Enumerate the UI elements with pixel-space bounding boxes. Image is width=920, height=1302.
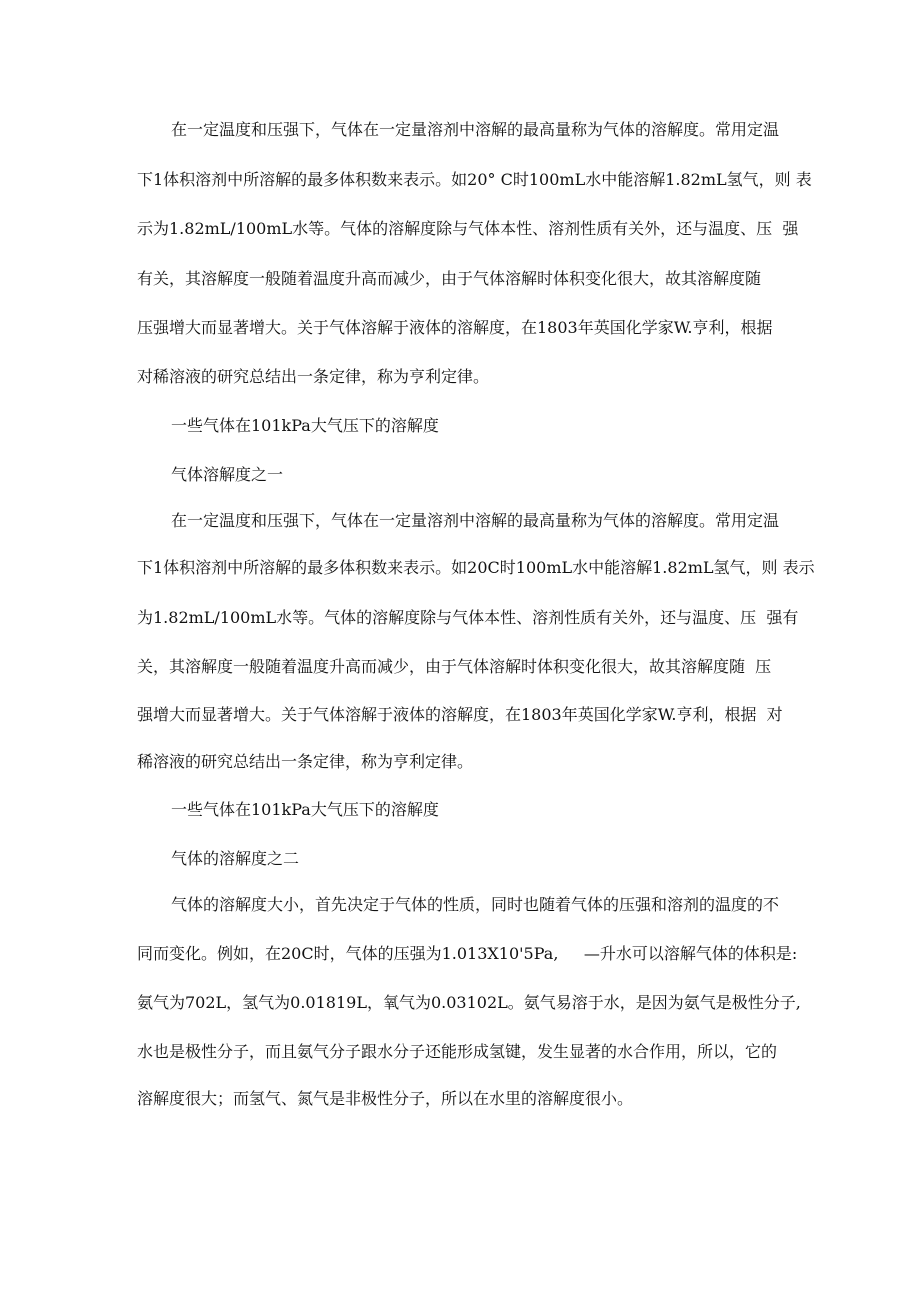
paragraph-3-line-1: 气体的溶解度大小，首先决定于气体的性质，同时也随着气体的压强和溶剂的温度的不 xyxy=(171,895,780,914)
table-caption-1: 一些气体在101kPa大气压下的溶解度 xyxy=(171,416,439,435)
table-caption-2: 一些气体在101kPa大气压下的溶解度 xyxy=(171,800,439,819)
paragraph-2-line-4: 关，其溶解度一般随着温度升高而减少，由于气体溶解时体积变化很大，故其溶解度随 压 xyxy=(137,657,772,676)
section-heading-1: 气体溶解度之一 xyxy=(171,465,284,484)
paragraph-1-line-1: 在一定温度和压强下，气体在一定量溶剂中溶解的最高量称为气体的溶解度。常用定温 xyxy=(171,120,780,139)
paragraph-1-line-6: 对稀溶液的研究总结出一条定律，称为亨利定律。 xyxy=(137,367,490,386)
paragraph-1-line-5: 压强增大而显著增大。关于气体溶解于液体的溶解度，在1803年英国化学家W.亨利，根据 xyxy=(137,318,773,337)
paragraph-2-line-3: 为1.82mL/100mL水等。气体的溶解度除与气体本性、溶剂性质有关外，还与温度、压 强有 xyxy=(137,608,799,627)
paragraph-3-line-3: 氨气为702L，氢气为0.01819L，氧气为0.03102L。氨气易溶于水，是因为氨气是极性分子, xyxy=(137,993,801,1012)
paragraph-2-line-6: 稀溶液的研究总结出一条定律，称为亨利定律。 xyxy=(137,752,474,771)
paragraph-1-line-3: 示为1.82mL/100mL水等。气体的溶解度除与气体本性、溶剂性质有关外，还与温度、压 强 xyxy=(137,219,799,238)
paragraph-1-line-2: 下1体积溶剂中所溶解的最多体积数来表示。如20° C时100mL水中能溶解1.82mL氢气，则 表 xyxy=(137,170,812,189)
paragraph-2-line-5: 强增大而显著增大。关于气体溶解于液体的溶解度，在1803年英国化学家W.亨利，根据 对 xyxy=(137,705,783,724)
paragraph-2-line-1: 在一定温度和压强下，气体在一定量溶剂中溶解的最高量称为气体的溶解度。常用定温 xyxy=(171,511,780,530)
paragraph-2-line-2: 下1体积溶剂中所溶解的最多体积数来表示。如20C时100mL水中能溶解1.82mL氢气，则 表示 xyxy=(137,558,815,577)
paragraph-3-line-5: 溶解度很大；而氢气、氮气是非极性分子，所以在水里的溶解度很小。 xyxy=(137,1089,634,1108)
paragraph-3-line-2: 同而变化。例如，在20C时，气体的压强为1.013X10'5Pa, —升水可以溶解气体的体积是: xyxy=(137,944,798,963)
section-heading-2: 气体的溶解度之二 xyxy=(171,849,300,868)
paragraph-3-line-4: 水也是极性分子，而且氨气分子跟水分子还能形成氢键，发生显著的水合作用，所以，它的 xyxy=(137,1042,778,1061)
paragraph-1-line-4: 有关，其溶解度一般随着温度升高而减少，由于气体溶解时体积变化很大，故其溶解度随 xyxy=(137,269,762,288)
